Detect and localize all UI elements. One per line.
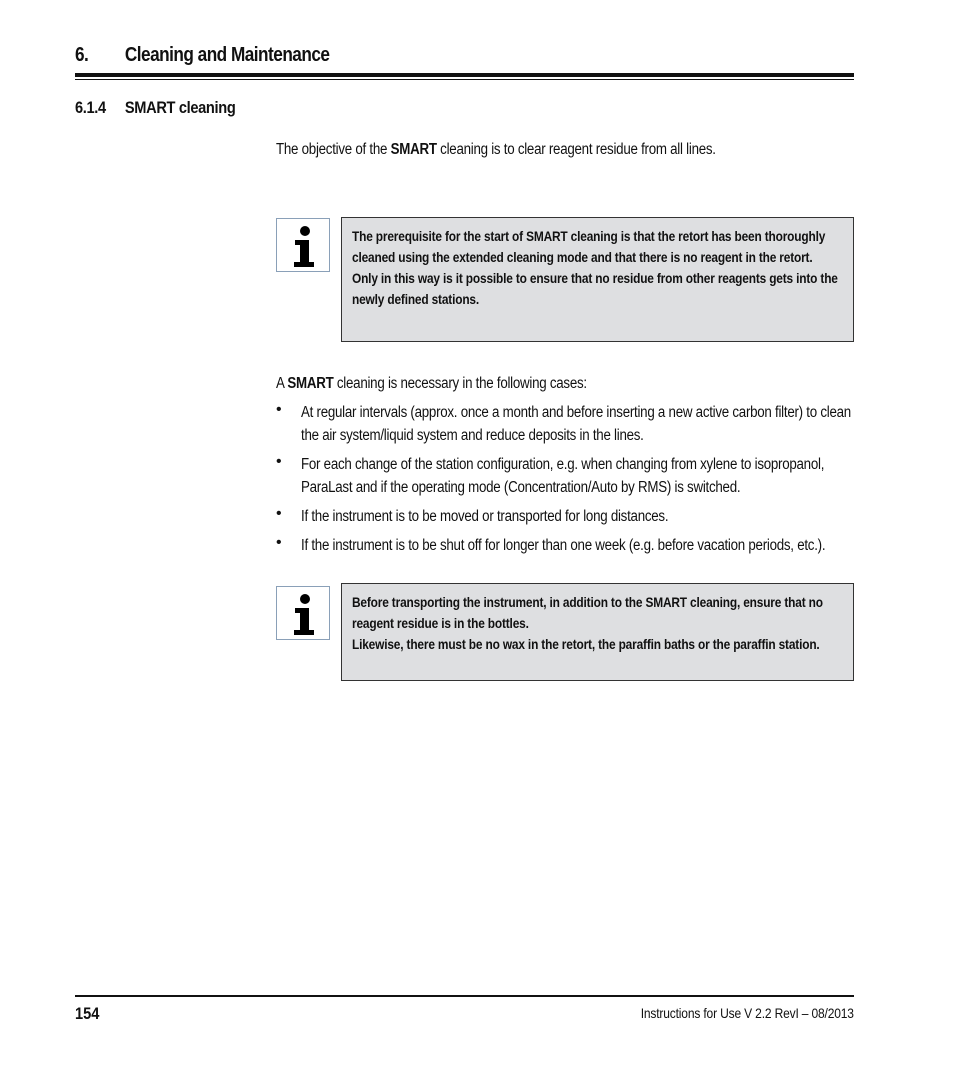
header-rule-thin xyxy=(75,79,854,80)
note-line: Only in this way is it possible to ensure that no residue from other reagents gets into the newly defined stations. xyxy=(352,270,838,307)
bullet-symbol: • xyxy=(276,453,282,470)
cases-text-before: A xyxy=(276,375,288,392)
note-line: The prerequisite for the start of SMART cleaning is that the retort has been thoroughly cleaned using the extended cleaning mode and that there is no reagent in the retort. xyxy=(352,228,826,265)
intro-bold-smart: SMART xyxy=(390,141,437,158)
bullet-list xyxy=(276,401,854,563)
chapter-title: Cleaning and Maintenance xyxy=(124,44,330,66)
list-item-text: At regular intervals (approx. once a month and before inserting a new active carbon filter) to clean the air system/liquid system and reduce deposits in the lines. xyxy=(301,404,851,444)
list-item xyxy=(276,453,854,499)
section-number: 6.1.4 xyxy=(75,98,106,117)
header-rule-thick xyxy=(75,73,854,77)
cases-text-after: cleaning is necessary in the following cases: xyxy=(333,375,587,392)
bullet-symbol: • xyxy=(276,534,282,551)
bullet-symbol: • xyxy=(276,505,282,522)
note-text xyxy=(352,592,843,655)
note-line: Likewise, there must be no wax in the retort, the paraffin baths or the paraffin station. xyxy=(352,636,820,652)
note-box-transport xyxy=(341,583,854,681)
list-item-text: If the instrument is to be shut off for longer than one week (e.g. before vacation periods, etc.). xyxy=(301,537,826,554)
list-item-text: For each change of the station configuration, e.g. when changing from xylene to isopropanol, ParaLast and if the operating mode (Concentration/Auto by RMS) is switched. xyxy=(301,456,825,496)
note-line: Before transporting the instrument, in addition to the SMART cleaning, ensure that no reagent residue is in the bottles. xyxy=(352,594,823,631)
info-icon-glyph xyxy=(277,587,329,639)
list-item-text: If the instrument is to be moved or transported for long distances. xyxy=(301,508,669,525)
info-icon-glyph xyxy=(277,219,329,271)
cases-intro-paragraph xyxy=(276,372,587,395)
page-number: 154 xyxy=(75,1004,100,1023)
footer-document-info: Instructions for Use V 2.2 RevI – 08/2013 xyxy=(640,1005,854,1021)
section-heading xyxy=(75,98,235,118)
note-text xyxy=(352,226,843,310)
list-item xyxy=(276,505,854,528)
info-icon xyxy=(276,218,330,272)
intro-paragraph xyxy=(276,138,716,161)
footer-rule xyxy=(75,995,854,997)
info-icon xyxy=(276,586,330,640)
bullet-symbol: • xyxy=(276,401,282,418)
intro-text-before: The objective of the xyxy=(276,141,391,158)
chapter-number: 6. xyxy=(75,44,89,66)
section-title: SMART cleaning xyxy=(124,98,236,117)
note-box-prerequisite xyxy=(341,217,854,342)
intro-text-after: cleaning is to clear reagent residue from all lines. xyxy=(436,141,716,158)
list-item xyxy=(276,401,854,447)
list-item xyxy=(276,534,854,557)
cases-bold-smart: SMART xyxy=(287,375,334,392)
chapter-heading xyxy=(75,44,329,67)
